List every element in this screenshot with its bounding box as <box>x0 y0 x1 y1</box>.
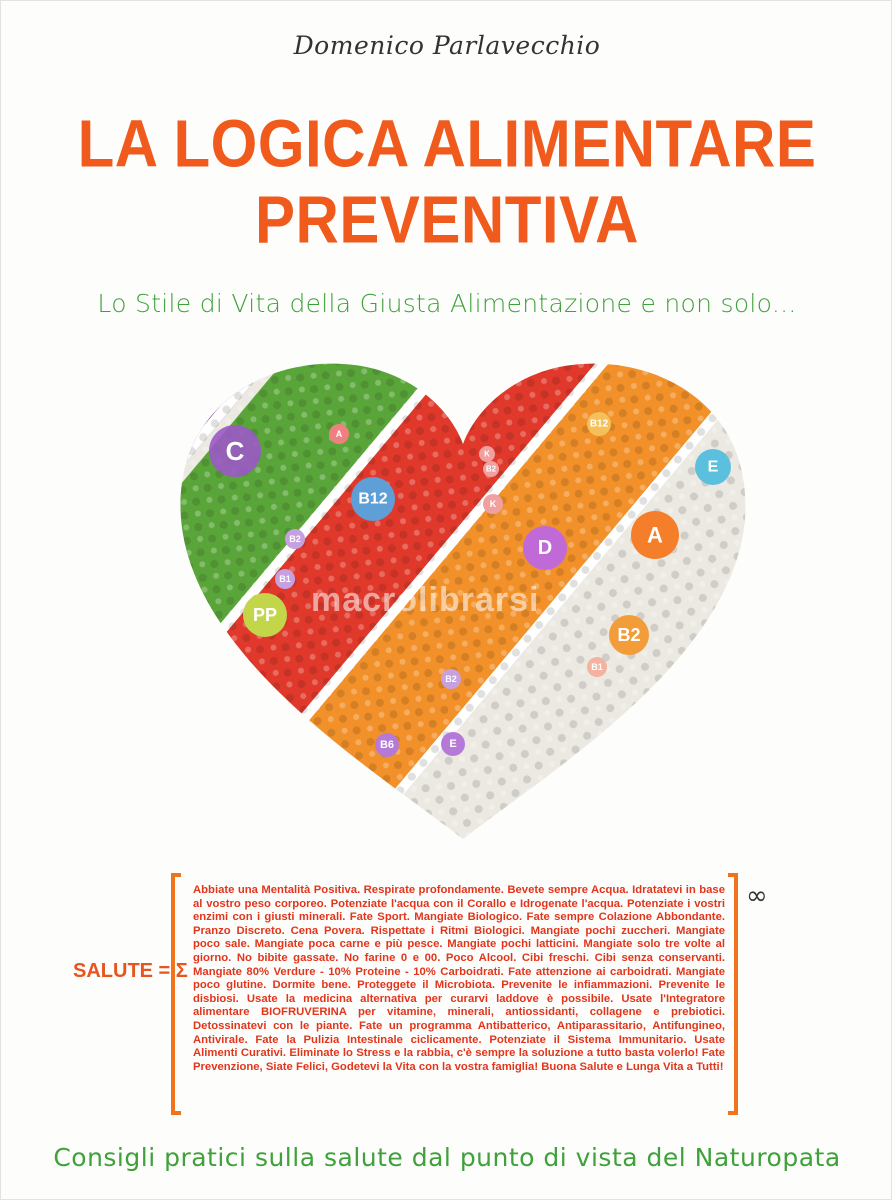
vitamin-bubble <box>523 526 567 570</box>
svg-text:B2: B2 <box>617 625 641 645</box>
subtitle: Lo Stile di Vita della Giusta Alimentazione e non solo... <box>97 289 797 318</box>
svg-text:B2: B2 <box>485 464 497 474</box>
vitamin-bubble <box>375 733 399 757</box>
title-line-1: LA LOGICA ALIMENTARE <box>77 105 817 182</box>
right-bracket <box>728 873 738 1115</box>
vitamin-bubble <box>329 424 349 444</box>
svg-text:E: E <box>449 738 457 750</box>
svg-text:A: A <box>335 429 343 439</box>
svg-text:D: D <box>537 537 553 559</box>
vitamin-bubble <box>285 529 305 549</box>
vitamin-bubble <box>483 461 499 477</box>
left-bracket <box>171 873 181 1115</box>
author-name: Domenico Parlavecchio <box>293 31 601 60</box>
svg-text:B6: B6 <box>379 739 395 751</box>
vitamin-bubble <box>479 446 495 462</box>
salute-sigma-label: SALUTE = Σ <box>73 960 188 982</box>
svg-text:A: A <box>647 522 663 548</box>
svg-text:PP: PP <box>252 605 278 625</box>
svg-text:B12: B12 <box>589 418 609 430</box>
title-line-2: PREVENTIVA <box>255 181 639 258</box>
vitamin-bubble <box>243 593 287 637</box>
vitamin-bubble <box>695 449 731 485</box>
vitamin-bubble <box>631 511 679 559</box>
health-advice-text: Abbiate una Mentalità Positiva. Respirate profondamente. Bevete sempre Acqua. Idratatevi in base al vostro peso corporeo. Potenziate l'acqua con il Corallo e Idrogenate l'acqua. Potenziate i vostri enzimi con i giusti minerali. Fate Sport. Mangiate Biologico. Fate sempre Colazione Abbondante. Pranzo Discreto. Cena Povera. Rispettate i Ritmi Biologici. Mangiate pochi zuccheri. Mangiate poco sale. Mangiate poca carne e più pesce. Mangiate pochi latticini. Mangiate solo tre volte al giorno. No bibite gassate. No farine 0 e 00. Poco Alcool. Cibi freschi. Cibi senza conservanti. Mangiate 80% Verdure - 10% Proteine - 10% Carboidrati. Fate attenzione ai carboidrati. Mangiate poco glutine. Dormite bene. Proteggete il Microbiota. Prevenite le infiammazioni. Prevenite le disbiosi. Usate la medicina alternativa per curarvi laddove è possibile. Usate l'Integratore alimentare BIOFRUVERINA per vitamine, minerali, antiossidanti, collagene e prebiotici. Detossinatevi con le piante. Fate un programma Antibatterico, Antiparassitario, Antifungineo, Antivirale. Fate la Pulizia Intestinale ciclicamente. Potenziate il Sistema Immunitario. Usate Alimenti Curativi. Eliminate lo Stress e la rabbia, c'è sempre la soluzione a tutto basta volerlo! Fate Prevenzione, Siate Felici, Godetevi la Vita con la vostra famiglia! Buona Salute e Lunga Vita a Tutti! <box>193 884 725 1073</box>
vitamin-bubble <box>609 615 649 655</box>
footer-tagline: Consigli pratici sulla salute dal punto di vista del Naturopata <box>53 1143 841 1172</box>
svg-text:B2: B2 <box>289 534 301 544</box>
svg-text:B1: B1 <box>279 574 291 584</box>
vitamin-bubble <box>441 669 461 689</box>
svg-text:K: K <box>484 449 490 459</box>
vitamin-bubble <box>587 657 607 677</box>
vitamin-bubble <box>275 569 295 589</box>
svg-text:B1: B1 <box>591 662 603 672</box>
vitamin-bubble <box>209 425 261 477</box>
vitamin-bubble <box>483 494 503 514</box>
vitamin-bubble <box>351 477 395 521</box>
svg-text:C: C <box>225 436 245 466</box>
vitamin-bubble <box>587 412 611 436</box>
vitamin-bubble <box>441 732 465 756</box>
infinity-exponent: ∞ <box>746 881 768 911</box>
svg-text:E: E <box>707 458 719 476</box>
svg-text:B12: B12 <box>358 490 388 508</box>
svg-text:B2: B2 <box>445 674 457 684</box>
svg-text:K: K <box>489 499 497 509</box>
watermark: macrolibrarsi <box>311 581 540 619</box>
